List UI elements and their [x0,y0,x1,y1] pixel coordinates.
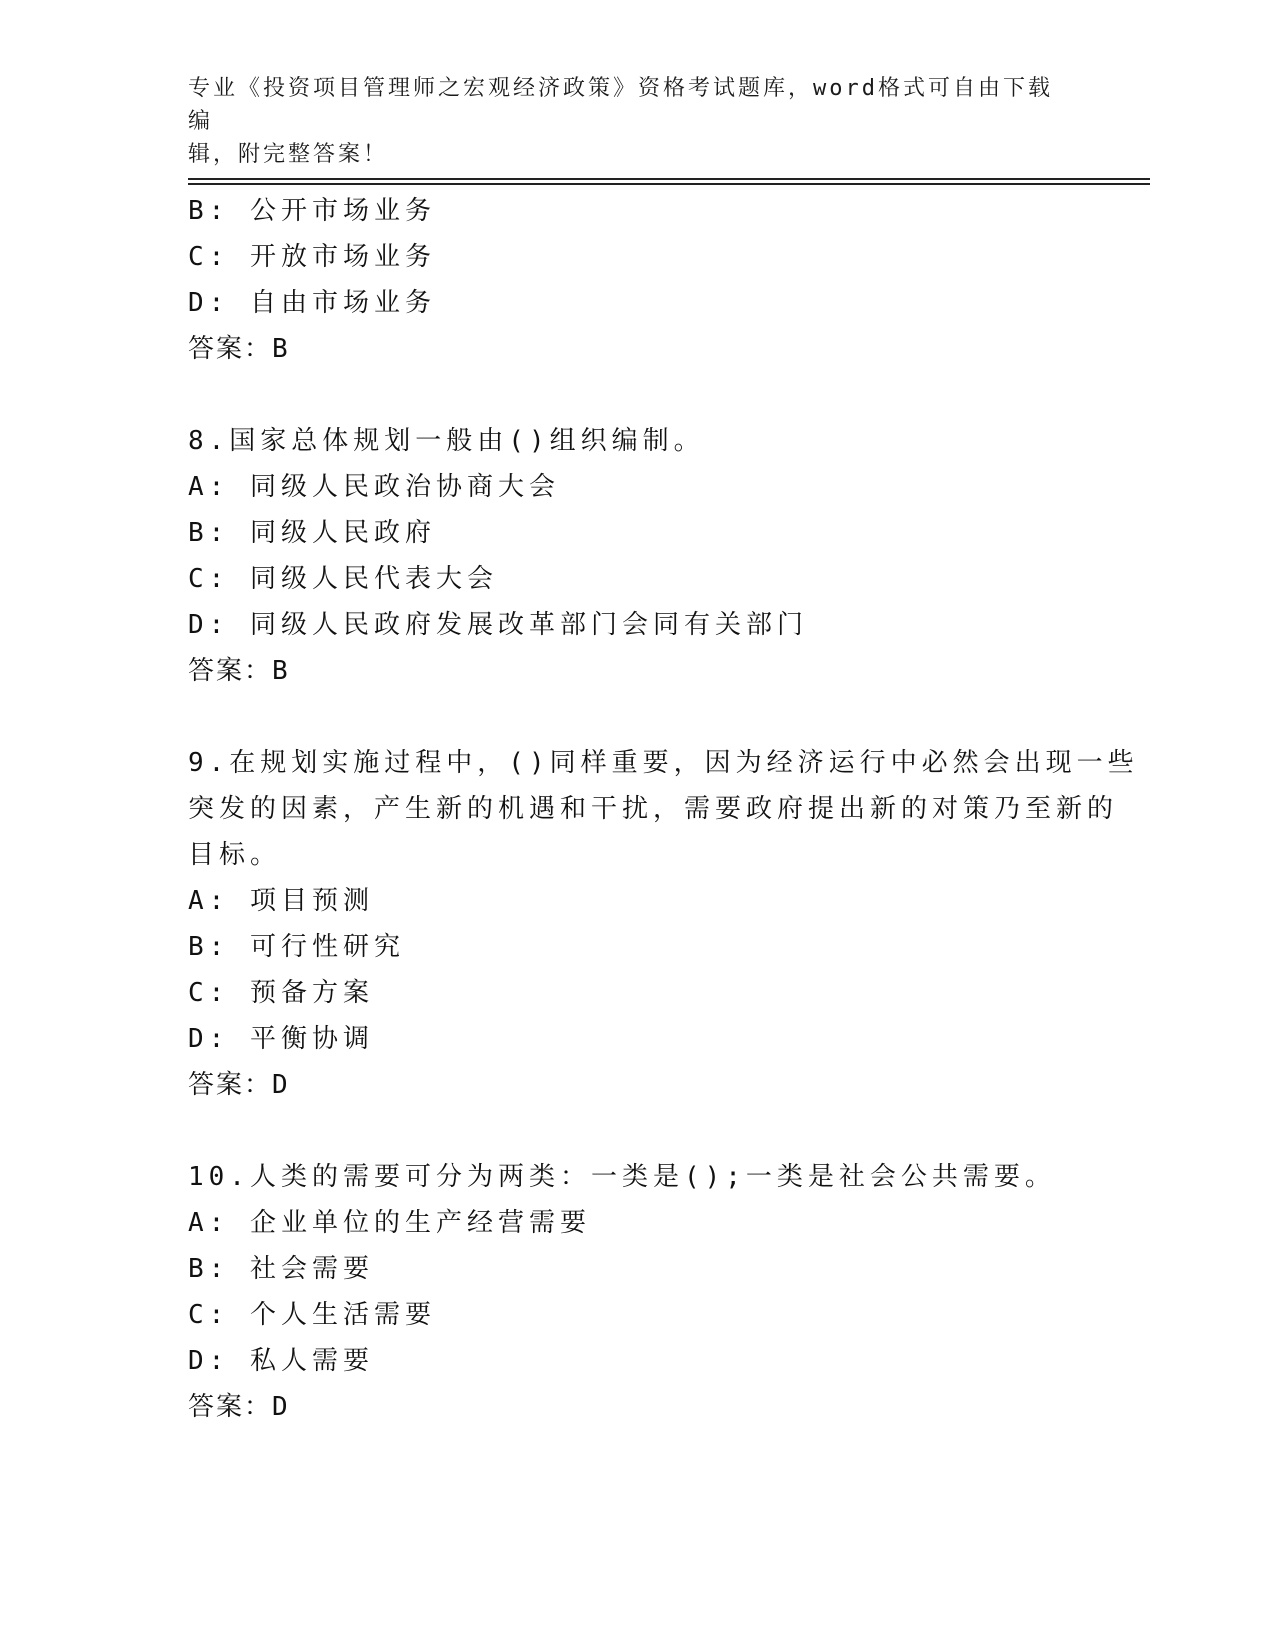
option-d: D: 自由市场业务 [188,288,436,318]
question-stem-line-3: 目标。 [188,840,282,870]
option-a: A: 企业单位的生产经营需要 [188,1208,591,1238]
header-divider-bottom [188,183,1150,185]
question-10 [188,1154,1088,1430]
question-stem: 8.国家总体规划一般由()组织编制。 [188,426,705,456]
answer-text: 答案：D [188,1070,290,1100]
option-b: B: 公开市场业务 [188,196,436,226]
option-d: D: 同级人民政府发展改革部门会同有关部门 [188,610,808,640]
option-c: C: 同级人民代表大会 [188,564,498,594]
question-stem: 10.人类的需要可分为两类：一类是();一类是社会公共需要。 [188,1162,1056,1192]
question-8 [188,418,1088,694]
header-title-line-1: 专业《投资项目管理师之宏观经济政策》资格考试题库，word格式可自由下载编 [188,76,1053,134]
header-divider-top [188,178,1150,180]
option-c: C: 个人生活需要 [188,1300,436,1330]
option-c: C: 预备方案 [188,978,374,1008]
option-a: A: 项目预测 [188,886,374,916]
question-stem-line-1: 9.在规划实施过程中，()同样重要，因为经济运行中必然会出现一些 [188,748,1139,778]
option-b: B: 可行性研究 [188,932,405,962]
option-b: B: 同级人民政府 [188,518,436,548]
option-b: B: 社会需要 [188,1254,374,1284]
answer-text: 答案：B [188,334,290,364]
option-a: A: 同级人民政治协商大会 [188,472,560,502]
question-9 [188,740,1139,1108]
option-c: C: 开放市场业务 [188,242,436,272]
document-header [188,72,1068,171]
answer-text: 答案：D [188,1392,290,1422]
option-d: D: 私人需要 [188,1346,374,1376]
question-list [188,188,1139,1430]
previous-question-tail [188,188,1088,372]
question-stem-line-2: 突发的因素，产生新的机遇和干扰，需要政府提出新的对策乃至新的 [188,794,1119,824]
option-d: D: 平衡协调 [188,1024,374,1054]
header-title-line-2: 辑，附完整答案！ [188,142,389,167]
answer-text: 答案：B [188,656,290,686]
